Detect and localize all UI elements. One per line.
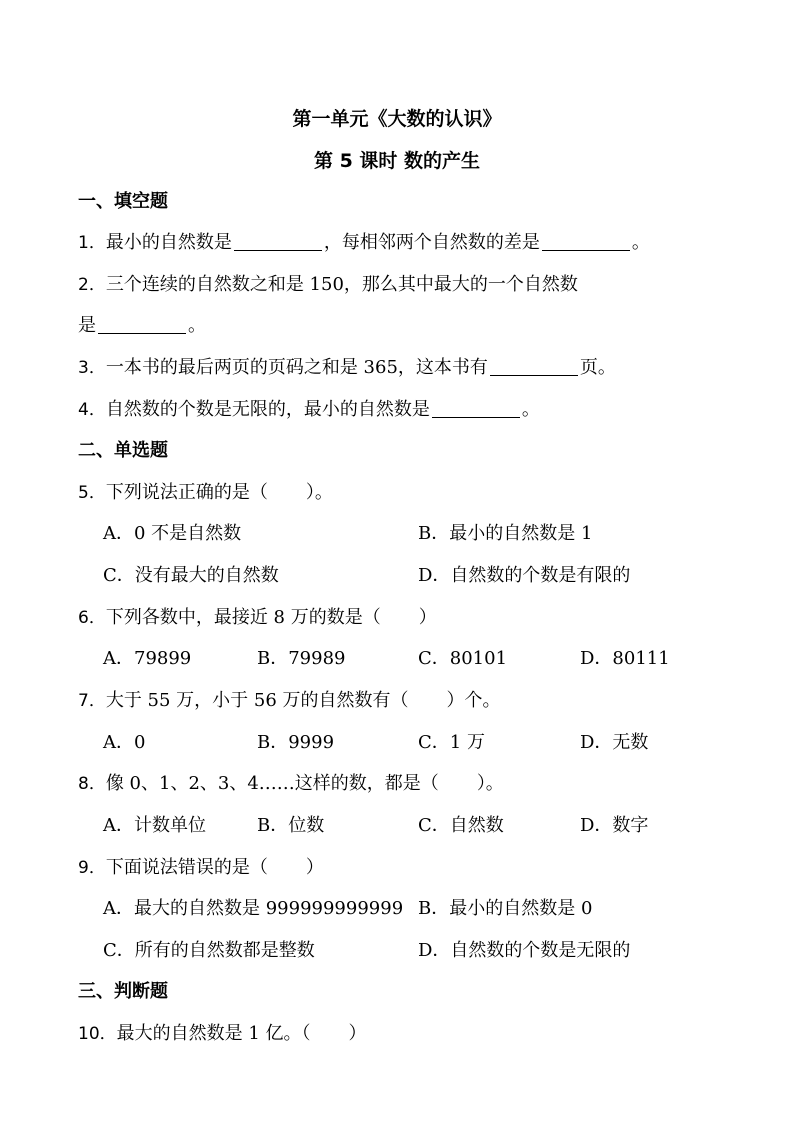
answer-blank[interactable] <box>234 232 322 251</box>
option-b[interactable]: B．9999 <box>257 732 335 753</box>
answer-blank[interactable] <box>98 315 186 334</box>
answer-blank[interactable] <box>432 399 520 418</box>
option-b[interactable]: B．79989 <box>257 648 346 669</box>
option-a[interactable]: A．0 不是自然数 <box>103 523 242 544</box>
section-true-false: 三、判断题 <box>78 981 168 1002</box>
question-3 <box>78 356 794 380</box>
question-number: 3． <box>78 358 106 378</box>
answer-blank[interactable] <box>542 232 630 251</box>
option-c[interactable]: C．没有最大的自然数 <box>103 565 279 586</box>
option-c[interactable]: C．80101 <box>418 648 508 669</box>
page-title: 第一单元《大数的认识》 <box>292 108 502 130</box>
question-text: 一本书的最后两页的页码之和是 365，这本书有 <box>105 357 488 378</box>
question-5 <box>78 481 794 505</box>
question-text: 像 0、1、2、3、4……这样的数，都是（ <box>105 773 439 794</box>
option-b[interactable]: B．位数 <box>257 815 325 836</box>
question-number: 2． <box>78 275 106 295</box>
question-text: 下列各数中，最接近 8 万的数是（ <box>105 607 381 628</box>
option-a[interactable]: A．计数单位 <box>103 815 206 836</box>
section-fill-in: 一、填空题 <box>78 191 168 212</box>
question-9 <box>78 856 794 880</box>
option-a[interactable]: A．79899 <box>103 648 192 669</box>
question-number: 1． <box>78 233 106 253</box>
option-b[interactable]: B．最小的自然数是 1 <box>418 523 593 544</box>
option-d[interactable]: D．数字 <box>580 815 649 836</box>
option-a[interactable]: A．0 <box>103 732 146 753</box>
question-1 <box>78 231 794 255</box>
section-single-choice: 二、单选题 <box>78 440 168 461</box>
page-subtitle: 第 5 课时 数的产生 <box>313 150 481 172</box>
question-4 <box>78 398 794 422</box>
question-8 <box>78 772 794 796</box>
question-text: ） <box>348 1023 367 1044</box>
question-2-continued <box>78 314 794 338</box>
option-b[interactable]: B．最小的自然数是 0 <box>418 898 593 919</box>
question-number: 5． <box>78 483 106 503</box>
question-number: 8． <box>78 774 106 794</box>
question-text: 最小的自然数是 <box>105 232 232 253</box>
question-number: 10． <box>78 1024 117 1044</box>
question-text: 页。 <box>579 357 616 378</box>
question-text: 下面说法错误的是（ <box>105 857 268 878</box>
question-text: 自然数的个数是无限的，最小的自然数是 <box>105 399 430 420</box>
question-text: 。 <box>521 399 540 420</box>
question-number: 6． <box>78 608 106 628</box>
question-text: 是 <box>78 315 96 336</box>
question-text: ）。 <box>305 482 333 503</box>
question-number: 4． <box>78 400 106 420</box>
option-d[interactable]: D．自然数的个数是无限的 <box>418 940 631 961</box>
question-number: 9． <box>78 858 106 878</box>
option-a[interactable]: A．最大的自然数是 999999999999 <box>103 898 404 919</box>
question-text: 。 <box>631 232 650 253</box>
question-number: 7． <box>78 691 106 711</box>
question-10 <box>78 1022 794 1046</box>
question-text: 下列说法正确的是（ <box>105 482 268 503</box>
option-c[interactable]: C．自然数 <box>418 815 504 836</box>
option-c[interactable]: C．1 万 <box>418 732 485 753</box>
question-text: 。 <box>188 315 206 336</box>
question-text: 大于 55 万，小于 56 万的自然数有（ <box>105 690 409 711</box>
option-d[interactable]: D．自然数的个数是有限的 <box>418 565 631 586</box>
question-text: 最大的自然数是 1 亿。（ <box>116 1023 311 1044</box>
question-text: ） <box>418 607 437 628</box>
option-d[interactable]: D．无数 <box>580 732 649 753</box>
answer-blank[interactable] <box>490 357 578 376</box>
question-2 <box>78 273 794 297</box>
question-6 <box>78 606 794 630</box>
question-text: ）。 <box>476 773 504 794</box>
option-d[interactable]: D．80111 <box>580 648 670 669</box>
question-text: ）个。 <box>446 690 501 711</box>
question-7 <box>78 689 794 713</box>
question-text: 三个连续的自然数之和是 150，那么其中最大的一个自然数 <box>105 274 578 295</box>
question-text: ，每相邻两个自然数的差是 <box>323 232 540 253</box>
option-c[interactable]: C．所有的自然数都是整数 <box>103 940 315 961</box>
question-text: ） <box>305 857 324 878</box>
